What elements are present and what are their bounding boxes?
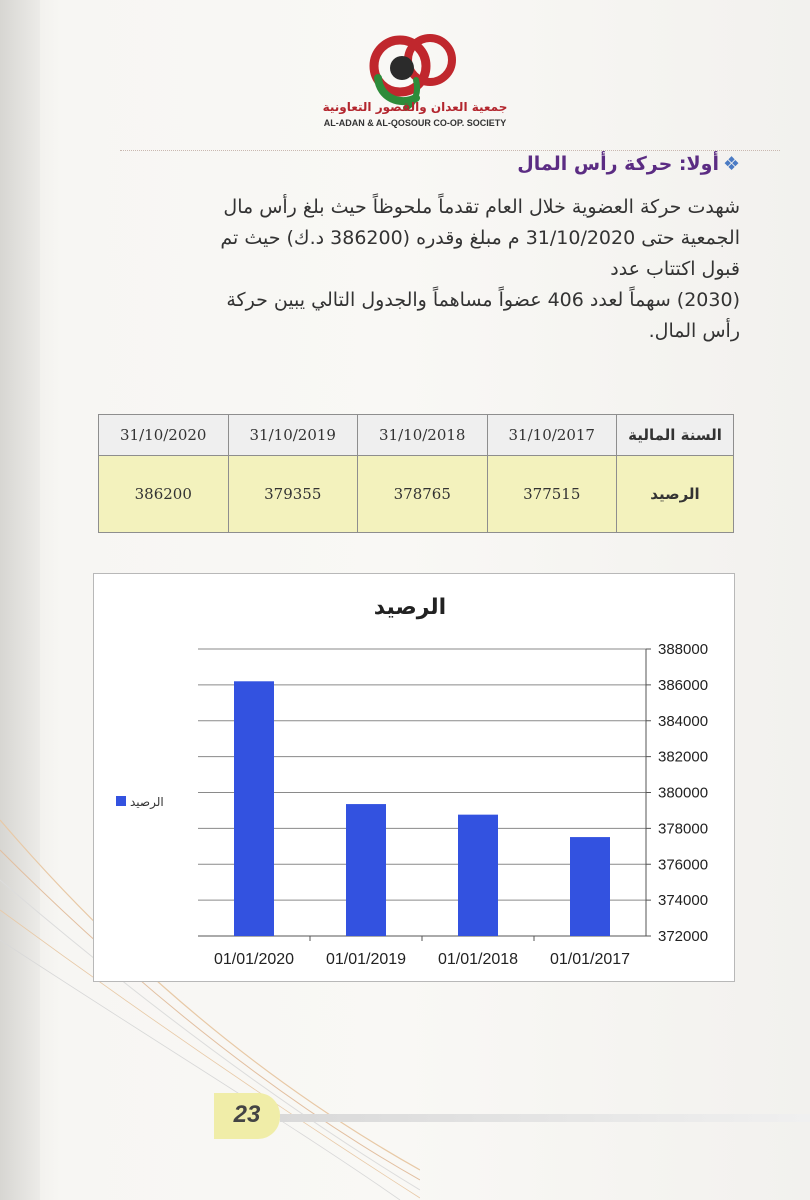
year-cell: 31/10/2019 <box>228 415 358 456</box>
y-tick-label: 374000 <box>658 892 709 910</box>
bar <box>234 681 274 936</box>
paragraph-line: شهدت حركة العضوية خلال العام تقدماً ملحوظاً حيث بلغ رأس مال <box>223 196 740 218</box>
y-tick-label: 388000 <box>658 641 709 658</box>
balance-row-label: الرصيد <box>617 456 734 533</box>
balance-cell: 379355 <box>228 456 358 533</box>
balance-cell: 378765 <box>358 456 488 533</box>
y-tick-label: 384000 <box>658 712 709 730</box>
x-tick-label: 01/01/2017 <box>549 951 631 968</box>
x-tick-label: 01/01/2018 <box>437 951 519 968</box>
section-heading <box>517 153 740 175</box>
society-name-english: AL-ADAN & AL-QOSOUR CO-OP. SOCIETY <box>323 118 507 128</box>
bar <box>346 804 386 936</box>
balance-cell: 386200 <box>99 456 229 533</box>
bar <box>570 837 610 936</box>
header-divider <box>120 150 780 151</box>
chart-title: الرصيد <box>373 595 447 620</box>
legend-label: الرصيد <box>130 795 164 809</box>
table-header-row <box>99 415 734 456</box>
legend-swatch <box>116 796 126 806</box>
balance-cell: 377515 <box>487 456 617 533</box>
year-cell: 31/10/2018 <box>358 415 488 456</box>
diamond-bullet-icon: ❖ <box>722 153 740 175</box>
paragraph-line: الجمعية حتى 31/10/2020 م مبلغ وقدره (386200 د.ك) حيث تم <box>220 227 740 249</box>
section-heading-text: أولا: حركة رأس المال <box>517 153 719 175</box>
society-name-arabic: جمعية العدان والقصور التعاونية <box>322 100 508 114</box>
footer-bar <box>280 1114 810 1122</box>
year-cell: 31/10/2020 <box>99 415 229 456</box>
page-number: 23 <box>233 1101 261 1128</box>
paragraph-line: (2030) سهماً لعدد 406 عضواً مساهماً والجدول التالي يبين حركة <box>226 289 740 311</box>
society-logo-icon <box>350 18 480 148</box>
fiscal-year-header: السنة المالية <box>617 415 734 456</box>
y-tick-label: 372000 <box>658 928 709 945</box>
y-tick-label: 382000 <box>658 748 709 766</box>
table-row <box>99 456 734 533</box>
paragraph-line: قبول اكتتاب عدد <box>610 258 740 280</box>
chart-canvas <box>94 574 734 981</box>
capital-table <box>98 414 734 533</box>
y-tick-label: 378000 <box>658 820 709 838</box>
bar <box>458 815 498 936</box>
capital-paragraph <box>100 192 740 347</box>
y-tick-label: 376000 <box>658 856 709 874</box>
paragraph-line: رأس المال. <box>648 320 740 342</box>
y-tick-label: 386000 <box>658 676 709 694</box>
year-cell: 31/10/2017 <box>487 415 617 456</box>
page-number-tab <box>214 1093 280 1139</box>
balance-chart <box>93 573 735 982</box>
x-tick-label: 01/01/2020 <box>213 951 295 968</box>
y-tick-label: 380000 <box>658 784 709 802</box>
x-tick-label: 01/01/2019 <box>325 951 407 968</box>
